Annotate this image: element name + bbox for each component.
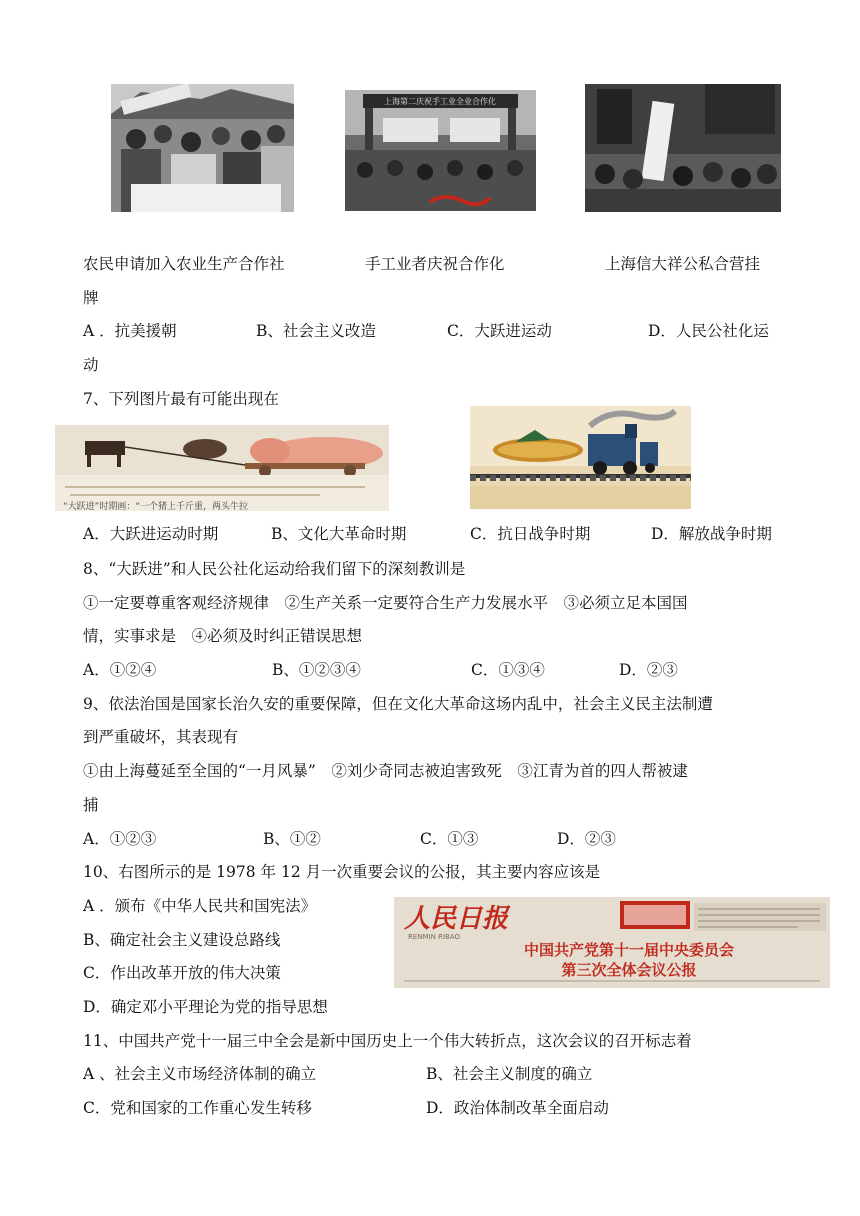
q10-option-b: B、确定社会主义建设总路线: [83, 931, 281, 949]
q6-option-b: B、社会主义改造: [256, 322, 376, 340]
cartoon1-caption: “大跃进”时期画：“一个猪上千斤重，两头牛拉: [63, 502, 248, 511]
newspaper-pinyin: RENMIN RIBAO: [408, 933, 460, 941]
q8-statements-line1: ①一定要尊重客观经济规律 ②生产关系一定要符合生产力发展水平 ③必须立足本国国: [83, 594, 688, 612]
q8-option-d: D．②③: [619, 661, 678, 679]
photo-handicraft-celebration: [345, 90, 536, 211]
q9-stem-line1: 9、依法治国是国家长治久安的重要保障，但在文化大革命这场内乱中，社会主义民主法制遭: [83, 695, 713, 713]
q9-option-a: A．①②③: [83, 830, 157, 848]
newspaper-masthead: 人民日报: [404, 904, 509, 934]
q7-option-c: C．抗日战争时期: [470, 525, 591, 543]
photo-shanghai-public-private: [585, 84, 781, 212]
q10-option-c: C．作出改革开放的伟大决策: [83, 964, 281, 982]
q9-option-d: D．②③: [557, 830, 616, 848]
q6-option-d: D．人民公社化运: [648, 322, 769, 340]
caption-shanghai-wrap: 牌: [83, 289, 99, 307]
q8-option-a: A．①②④: [83, 661, 157, 679]
q8-option-c: C．①③④: [471, 661, 545, 679]
q8-statements-line2: 情，实事求是 ④必须及时纠正错误思想: [83, 627, 363, 645]
newspaper-headline-2: 第三次全体会议公报: [561, 961, 697, 979]
caption-handicraft: 手工业者庆祝合作化: [365, 255, 505, 273]
q10-option-a: A ．颁布《中华人民共和国宪法》: [83, 897, 317, 915]
q11-option-b: B、社会主义制度的确立: [426, 1065, 593, 1083]
q7-option-d: D．解放战争时期: [651, 525, 772, 543]
q9-statements-line2: 捕: [83, 796, 99, 814]
photo-farmers-join-cooperative: [111, 84, 294, 212]
caption-farmers: 农民申请加入农业生产合作社: [83, 255, 285, 273]
q8-option-b: B、①②③④: [272, 661, 361, 679]
q10-option-d: D．确定邓小平理论为党的指导思想: [83, 998, 328, 1016]
q7-stem: 7、下列图片最有可能出现在: [83, 390, 279, 408]
q11-option-a: A 、社会主义市场经济体制的确立: [83, 1065, 317, 1083]
q6-option-a: A ．抗美援朝: [83, 322, 177, 340]
q8-stem: 8、“大跃进”和人民公社化运动给我们留下的深刻教训是: [83, 560, 466, 578]
cartoon-corn-train: [470, 406, 691, 509]
newspaper-communique-image: [394, 897, 830, 988]
photo2-banner-text: 上海第二庆祝手工业全业合作化: [384, 97, 496, 106]
q9-option-c: C．①③: [420, 830, 479, 848]
q11-option-c: C．党和国家的工作重心发生转移: [83, 1099, 312, 1117]
newspaper-headline-1: 中国共产党第十一届中央委员会: [523, 941, 735, 959]
q11-option-d: D．政治体制改革全面启动: [426, 1099, 609, 1117]
q7-option-b: B、文化大革命时期: [271, 525, 407, 543]
q11-stem: 11、中国共产党十一届三中全会是新中国历史上一个伟大转折点，这次会议的召开标志着: [83, 1032, 692, 1050]
q9-option-b: B、①②: [263, 830, 321, 848]
q7-option-a: A．大跃进运动时期: [83, 525, 219, 543]
q9-statements-line1: ①由上海蔓延至全国的“一月风暴” ②刘少奇同志被迫害致死 ③江青为首的四人帮被逮: [83, 762, 688, 780]
cartoon-giant-pig: [55, 425, 389, 511]
q6-option-c: C．大跃进运动: [447, 322, 552, 340]
q9-stem-line2: 到严重破坏，其表现有: [83, 728, 239, 746]
q10-stem: 10、右图所示的是 1978 年 12 月一次重要会议的公报，其主要内容应该是: [83, 863, 601, 881]
caption-shanghai: 上海信大祥公私合营挂: [605, 255, 761, 273]
q6-option-d-wrap: 动: [83, 356, 99, 374]
